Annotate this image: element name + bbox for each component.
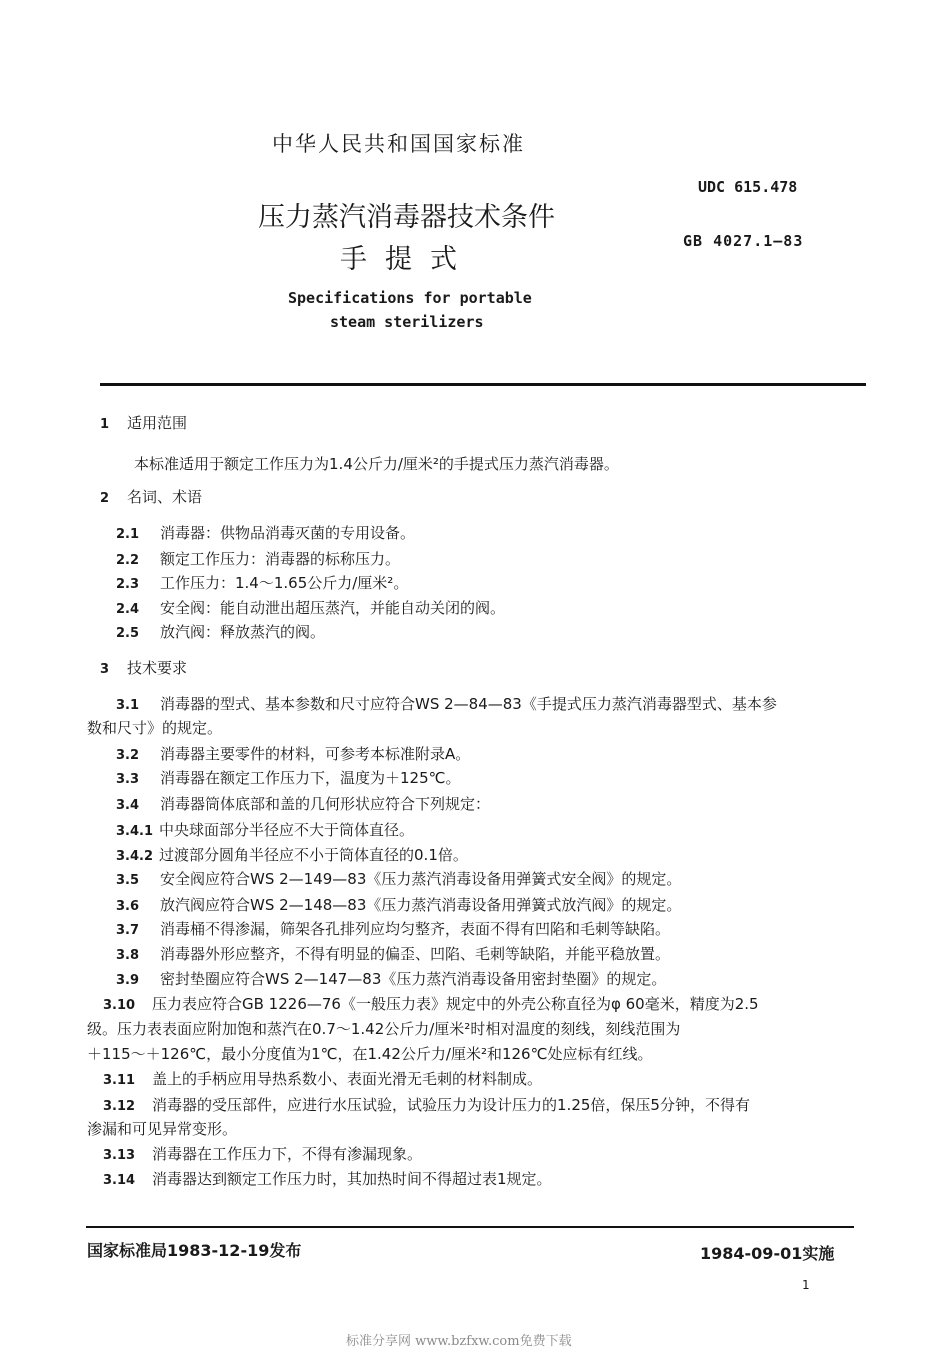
clause-number: 2.5: [116, 626, 140, 641]
section-title: 技术要求: [127, 659, 188, 677]
clause-number: 3.14: [103, 1173, 136, 1188]
clause-2-1: [116, 523, 415, 545]
section-3-heading: [100, 658, 187, 680]
national-standard-label: 中华人民共和国国家标准: [272, 132, 525, 156]
clause-2-5: [116, 622, 325, 644]
clause-3-10-continuation-2: ＋115～＋126℃，最小分度值为1℃，在1.42公斤力/厘米²和126℃处应标有红线。: [87, 1045, 653, 1063]
clause-text: 放汽阀：释放蒸汽的阀。: [160, 623, 326, 641]
clause-3-5: [116, 869, 681, 891]
clause-text: 消毒器的型式、基本参数和尺寸应符合WS 2—84—83《手提式压力蒸汽消毒器型式、基本参: [160, 695, 777, 713]
clause-2-2: [116, 549, 400, 571]
clause-number: 3.5: [116, 873, 140, 888]
section-title: 适用范围: [127, 414, 188, 432]
header-divider: [100, 383, 866, 386]
clause-number: 3.10: [103, 998, 136, 1013]
clause-text: 安全阀应符合WS 2—149—83《压力蒸汽消毒设备用弹簧式安全阀》的规定。: [160, 870, 682, 888]
section-number: 1: [100, 417, 110, 432]
clause-3-10: [103, 994, 759, 1016]
clause-3-13: [103, 1144, 422, 1166]
udc-code: UDC 615.478: [698, 178, 798, 196]
clause-number: 3.12: [103, 1099, 136, 1114]
clause-number: 3.13: [103, 1148, 136, 1163]
clause-text: 消毒器筒体底部和盖的几何形状应符合下列规定：: [160, 795, 491, 813]
clause-number: 2.4: [116, 602, 140, 617]
clause-text: 消毒桶不得渗漏，筛架各孔排列应均匀整齐，表面不得有凹陷和毛刺等缺陷。: [160, 920, 671, 938]
page-number: 1: [802, 1278, 810, 1292]
clause-3-4-2: [116, 845, 468, 867]
clause-3-1-continuation: 数和尺寸》的规定。: [87, 719, 223, 737]
clause-number: 3.3: [116, 772, 140, 787]
clause-text: 消毒器主要零件的材料，可参考本标准附录A。: [160, 745, 471, 763]
section-1-heading: [100, 413, 187, 435]
clause-text: 盖上的手柄应用导热系数小、表面光滑无毛刺的材料制成。: [152, 1070, 543, 1088]
clause-number: 3.7: [116, 923, 140, 938]
document-title: 压力蒸汽消毒器技术条件: [258, 202, 555, 233]
clause-3-12-continuation: 渗漏和可见异常变形。: [87, 1120, 238, 1138]
clause-3-1: [116, 694, 777, 716]
clause-text: 放汽阀应符合WS 2—148—83《压力蒸汽消毒设备用弹簧式放汽阀》的规定。: [160, 896, 682, 914]
clause-text: 消毒器达到额定工作压力时，其加热时间不得超过表1规定。: [152, 1170, 552, 1188]
clause-text: 中央球面部分半径应不大于筒体直径。: [159, 821, 415, 839]
clause-text: 消毒器在额定工作压力下，温度为＋125℃。: [160, 769, 461, 787]
clause-text: 消毒器的受压部件，应进行水压试验，试验压力为设计压力的1.25倍，保压5分钟，不得有: [152, 1096, 750, 1114]
clause-text: 过渡部分圆角半径应不小于筒体直径的0.1倍。: [159, 846, 468, 864]
english-title-line1: Specifications for portable: [288, 289, 532, 307]
clause-number: 3.4.2: [116, 849, 154, 864]
clause-number: 3.4: [116, 798, 140, 813]
clause-text: 额定工作压力：消毒器的标称压力。: [160, 550, 401, 568]
gb-standard-number: GB 4027.1—83: [683, 232, 804, 250]
english-title-line2: steam sterilizers: [330, 313, 484, 331]
clause-2-3: [116, 573, 408, 595]
clause-3-9: [116, 969, 666, 991]
clause-number: 2.1: [116, 527, 140, 542]
clause-3-11: [103, 1069, 542, 1091]
clause-3-14: [103, 1169, 552, 1191]
document-subtitle: 手提式: [340, 244, 475, 275]
clause-text: 工作压力：1.4～1.65公斤力/厘米²。: [160, 574, 409, 592]
clause-3-8: [116, 944, 670, 966]
issue-date: 国家标准局1983-12-19发布: [87, 1241, 302, 1260]
clause-number: 3.11: [103, 1073, 136, 1088]
section-2-heading: [100, 487, 202, 509]
clause-number: 3.9: [116, 973, 140, 988]
section-number: 3: [100, 662, 110, 677]
clause-text: 消毒器在工作压力下，不得有渗漏现象。: [152, 1145, 423, 1163]
clause-2-4: [116, 598, 505, 620]
clause-number: 3.6: [116, 899, 140, 914]
clause-text: 安全阀：能自动泄出超压蒸汽，并能自动关闭的阀。: [160, 599, 506, 617]
clause-3-7: [116, 919, 670, 941]
clause-text: 消毒器：供物品消毒灭菌的专用设备。: [160, 524, 416, 542]
clause-text: 压力表应符合GB 1226—76《一般压力表》规定中的外壳公称直径为φ 60毫米，精度为2.5: [152, 995, 759, 1013]
clause-number: 2.3: [116, 577, 140, 592]
clause-number: 3.8: [116, 948, 140, 963]
section-number: 2: [100, 491, 110, 506]
clause-3-12: [103, 1095, 750, 1117]
clause-number: 3.2: [116, 748, 140, 763]
clause-text: 密封垫圈应符合WS 2—147—83《压力蒸汽消毒设备用密封垫圈》的规定。: [160, 970, 667, 988]
clause-3-4: [116, 794, 490, 816]
watermark-text: 标准分享网 www.bzfxw.com免费下载: [346, 1334, 572, 1349]
clause-number: 3.1: [116, 698, 140, 713]
clause-3-2: [116, 744, 470, 766]
section-title: 名词、术语: [127, 488, 203, 506]
clause-text: 消毒器外形应整齐，不得有明显的偏歪、凹陷、毛刺等缺陷，并能平稳放置。: [160, 945, 671, 963]
section-1-body: 本标准适用于额定工作压力为1.4公斤力/厘米²的手提式压力蒸汽消毒器。: [134, 455, 619, 473]
clause-number: 2.2: [116, 553, 140, 568]
clause-number: 3.4.1: [116, 824, 154, 839]
footer-divider: [86, 1226, 854, 1228]
clause-3-4-1: [116, 820, 414, 842]
clause-3-6: [116, 895, 681, 917]
clause-3-3: [116, 768, 460, 790]
clause-3-10-continuation-1: 级。压力表表面应附加饱和蒸汽在0.7～1.42公斤力/厘米²时相对温度的刻线，刻线范围为: [87, 1020, 681, 1038]
effective-date: 1984-09-01实施: [700, 1244, 835, 1263]
